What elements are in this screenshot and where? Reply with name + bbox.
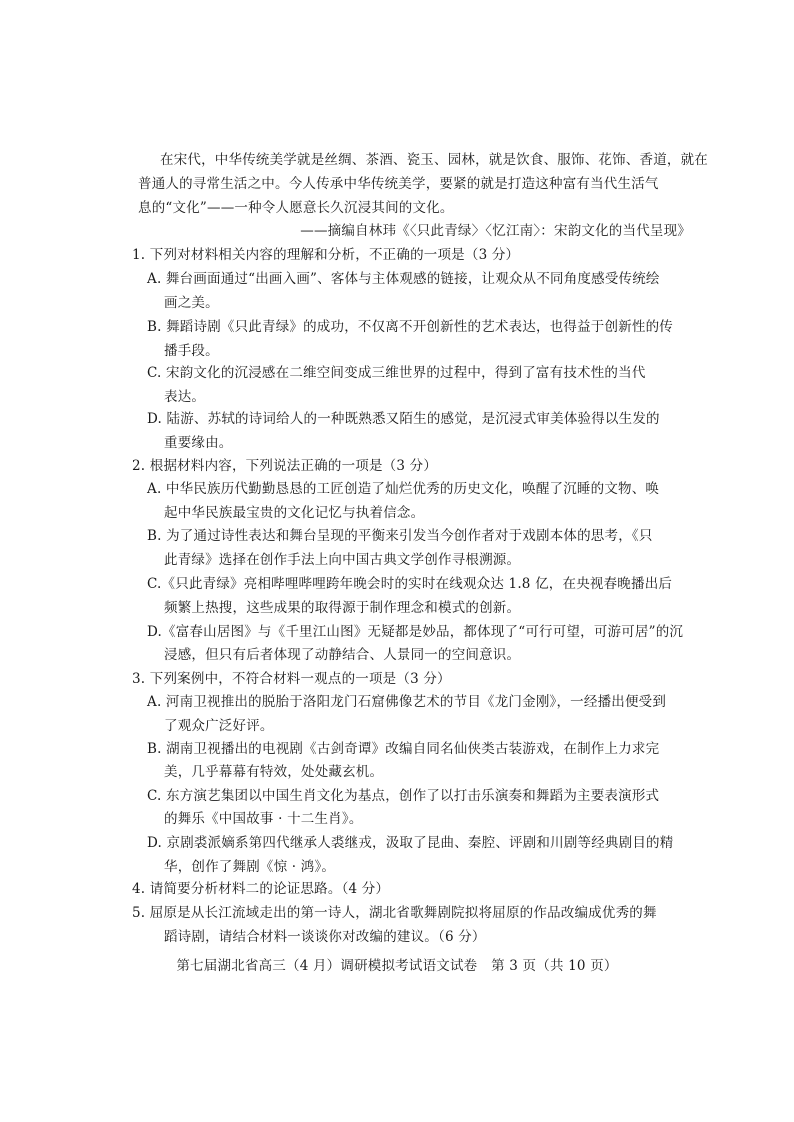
- question-3-option-c: C. 东方演艺集团以中国生肖文化为基点，创作了以打击乐演奏和舞蹈为主要表演形式: [147, 788, 660, 804]
- question-1-option-c: C. 宋韵文化的沉浸感在二维空间变成三维世界的过程中，得到了富有技术性的当代: [147, 365, 646, 381]
- question-1-stem: 1. 下列对材料相关内容的理解和分析，不正确的一项是（3 分）: [132, 247, 520, 263]
- question-1-option-c-cont: 表达。: [164, 389, 206, 405]
- question-3-option-c-cont: 的舞乐《中国故事 · 十二生肖》。: [164, 811, 363, 827]
- passage-line: 普通人的寻常生活之中。今人传承中华传统美学，要紧的就是打造这种富有当代生活气: [138, 176, 659, 192]
- question-2-option-b-cont: 此青绿》选择在创作手法上向中国古典文学创作寻根溯源。: [164, 552, 521, 568]
- question-2-option-d: D.《富春山居图》与《千里江山图》无疑都是妙品，都体现了“可行可望，可游可居”的沉: [147, 624, 684, 640]
- passage-line: 在宋代，中华传统美学就是丝绸、茶酒、瓷玉、园林，就是饮食、服饰、花饰、香道，就在: [160, 152, 708, 168]
- question-2-option-b: B. 为了通过诗性表达和舞台呈现的平衡来引发当今创作者对于戏剧本体的思考，《只: [147, 528, 653, 544]
- question-3-option-b-cont: 美，几乎幕幕有特效，处处藏玄机。: [164, 764, 384, 780]
- question-3-option-b: B. 湖南卫视播出的电视剧《古剑奇谭》改编自同名仙侠类古装游戏，在制作上力求完: [147, 741, 660, 757]
- question-1-option-a: A. 舞台画面通过“出画入画”、客体与主体观感的链接，让观众从不同角度感受传统绘: [147, 271, 660, 287]
- question-2-option-d-cont: 浸感，但只有后者体现了动静结合、人景同一的空间意识。: [164, 647, 521, 663]
- question-3-option-d-cont: 华，创作了舞剧《惊 · 鸿》。: [164, 859, 336, 875]
- question-2-option-a-cont: 起中华民族最宝贵的文化记忆与执着信念。: [164, 505, 425, 521]
- question-2-stem: 2. 根据材料内容，下列说法正确的一项是（3 分）: [132, 458, 438, 474]
- question-2-option-c-cont: 频繁上热搜，这些成果的取得源于制作理念和模式的创新。: [164, 600, 521, 616]
- question-3-option-a: A. 河南卫视推出的脱胎于洛阳龙门石窟佛像艺术的节目《龙门金刚》，一经播出便受到: [147, 694, 667, 710]
- page-footer: 第七届湖北省高三（4 月）调研模拟考试语文试卷 第 3 页（共 10 页）: [176, 958, 618, 974]
- question-3-option-d: D. 京剧裘派嫡系第四代继承人裘继戎，汲取了昆曲、秦腔、评剧和川剧等经典剧目的精: [147, 835, 674, 851]
- question-5-stem: 5. 屈原是从长江流域走出的第一诗人，湖北省歌舞剧院拟将屈原的作品改编成优秀的舞: [132, 905, 657, 921]
- question-2-option-a: A. 中华民族历代勤勤恳恳的工匠创造了灿烂优秀的历史文化，唤醒了沉睡的文物、唤: [147, 481, 660, 497]
- question-2-option-c: C.《只此青绿》亮相哔哩哔哩跨年晚会时的实时在线观众达 1.8 亿，在央视春晚播出后: [147, 576, 673, 592]
- question-4-stem: 4. 请简要分析材料二的论证思路。（4 分）: [132, 881, 390, 897]
- question-1-option-b-cont: 播手段。: [164, 343, 219, 359]
- question-1-option-d-cont: 重要缘由。: [164, 435, 233, 451]
- question-1-option-d: D. 陆游、苏轼的诗词给人的一种既熟悉又陌生的感觉，是沉浸式审美体验得以生发的: [147, 411, 660, 427]
- question-3-option-a-cont: 了观众广泛好评。: [164, 718, 274, 734]
- question-3-stem: 3. 下列案例中，不符合材料一观点的一项是（3 分）: [132, 671, 451, 687]
- question-1-option-b: B. 舞蹈诗剧《只此青绿》的成功，不仅离不开创新性的艺术表达，也得益于创新性的传: [147, 319, 674, 335]
- passage-source: ——摘编自林玮《〈只此青绿〉〈忆江南〉：宋韵文化的当代呈现》: [300, 223, 691, 239]
- question-1-option-a-cont: 画之美。: [164, 295, 219, 311]
- question-5-stem-cont: 蹈诗剧，请结合材料一谈谈你对改编的建议。（6 分）: [164, 929, 486, 945]
- passage-line: 息的“文化”——一种令人愿意长久沉浸其间的文化。: [138, 200, 454, 216]
